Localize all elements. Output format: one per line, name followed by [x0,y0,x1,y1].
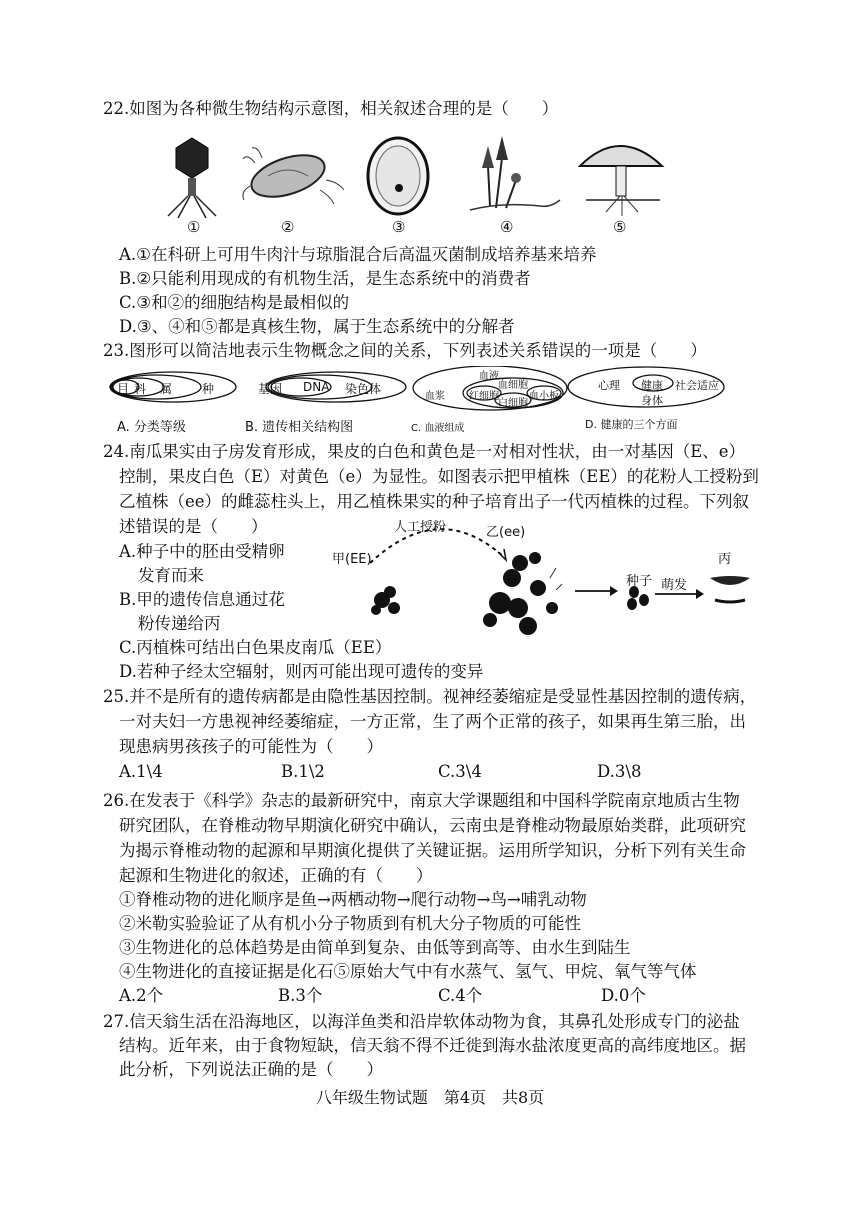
q22-option-b: B.②只能利用现成的有机物生活，是生态系统中的消费者 [119,269,531,288]
q26-stem-line-3: 为揭示脊椎动物的起源和早期演化提供了关键证据。运用所学知识，分析下列有关生命 [119,841,746,860]
q24-label-bing: 丙 [718,552,732,567]
q26-option-a: A.2个 [119,986,164,1005]
q23b-word-3: 染色体 [345,382,382,396]
label-2: ② [281,218,295,236]
q22-option-a: A.①在科研上可用牛肉汁与琼脂混合后高温灭菌制成培养基来培养 [119,245,597,264]
q27-stem-line-2: 结构。近年来，由于食物短缺，信天翁不得不迁徙到海水盐浓度更高的高纬度地区。据 [119,1036,746,1055]
q24-option-c: C.丙植株可结出白色果皮南瓜（EE） [119,638,392,657]
q23d-word-3: 社会适应 [675,379,719,392]
plant-jia-drawing [371,586,400,615]
q24-stem-line-1: 24.南瓜果实由子房发育形成，果皮的白色和黄色是一对相对性状，由一对基因（E、e） [103,442,746,461]
q23-diagrams [108,366,728,414]
q26-item-1: ①脊椎动物的进化顺序是鱼→两栖动物→爬行动物→鸟→哺乳动物 [119,890,587,909]
q23d-word-1: 心理 [598,379,620,392]
q22-stem: 22.如图为各种微生物结构示意图，相关叙述合理的是（ ） [103,99,559,118]
q24-option-b-cont: 粉传递给丙 [138,614,221,633]
q26-option-b: B.3个 [278,986,323,1005]
label-1: ① [187,218,201,236]
q24-label-germinate: 萌发 [661,578,688,593]
q23c-word-4: 红细胞 [469,391,499,402]
q23c-word-2: 血浆 [425,391,445,402]
q24-stem-line-3: 乙植株（ee）的雌蕊柱头上，用乙植株果实的种子培育出子一代丙植株的过程。下列叙 [119,492,750,511]
yeast-drawing [368,138,428,214]
q25-option-a: A.1\4 [119,762,163,781]
bacterium-drawing [243,147,344,205]
q25-option-d: D.3\8 [597,762,642,781]
plant-yi-drawing [483,552,558,635]
q25-option-b: B.1\2 [281,762,325,781]
q24-option-d: D.若种子经太空辐射，则丙可能出现可遗传的变异 [119,662,484,681]
label-3: ③ [392,218,406,236]
q25-option-c: C.3\4 [438,762,482,781]
q22-option-c: C.③和②的细胞结构是最相似的 [119,293,350,312]
label-4: ④ [500,218,514,236]
q23d-word-2: 健康 [641,379,663,392]
q23d-word-4: 身体 [641,394,663,407]
q24-label-seed: 种子 [626,574,653,589]
q23b-word-2: DNA [303,380,330,394]
q25-stem-line-2: 一对夫妇一方患视神经萎缩症，一方正常，生了两个正常的孩子，如果再生第三胎，出 [119,712,746,731]
q24-label-jia: 甲(EE) [332,552,372,567]
q26-item-4: ④生物进化的直接证据是化石⑤原始大气中有水蒸气、氢气、甲烷、氧气等气体 [119,962,697,981]
q24-stem-line-2: 控制，果皮白色（E）对黄色（e）为显性。如图表示把甲植株（EE）的花粉人工授粉到 [119,467,759,486]
q23-stem: 23.图形可以简洁地表示生物概念之间的关系，下列表述关系错误的一项是（ ） [103,341,707,360]
q23-caption-d: D. 健康的三个方面 [585,418,678,431]
q23a-word-2: 科 [134,382,147,396]
q23-caption-b: B. 遗传相关结构图 [245,420,354,435]
q24-label-pollination: 人工授粉 [394,520,447,535]
q26-item-3: ③生物进化的总体趋势是由简单到复杂、由低等到高等、由水生到陆生 [119,938,631,957]
seed-drawing [627,586,649,610]
q23c-word-1: 血液 [479,371,499,382]
q23-caption-a: A. 分类等级 [117,420,186,435]
q24-pumpkin-figure [330,518,790,648]
q22-option-d: D.③、④和⑤都是真核生物，属于生态系统中的分解者 [119,317,515,336]
q24-option-b: B.甲的遗传信息通过花 [119,590,285,609]
q25-stem-line-3: 现患病男孩孩子的可能性为（ ） [119,737,383,756]
q24-option-a-cont: 发育而来 [138,566,204,585]
phage-drawing [168,138,216,218]
q26-option-d: D.0个 [601,986,646,1005]
q24-stem-line-4: 述错误的是（ ） [119,517,268,536]
mold-drawing [470,136,560,210]
q26-stem-line-4: 起源和生物进化的叙述，正确的有（ ） [119,866,433,885]
q23c-word-6: 血小板 [529,391,559,402]
mushroom-drawing [580,146,662,216]
q24-option-a: A.种子中的胚由受精卵 [119,542,285,561]
q23a-word-3: 属 [160,382,173,396]
q23c-word-5: 白细胞 [498,398,528,409]
q23b-word-1: 基因 [258,382,283,396]
seedling-drawing [710,576,750,602]
q23-caption-c: C. 血液组成 [411,423,465,434]
label-5: ⑤ [613,218,627,236]
q27-stem-line-3: 此分析，下列说法正确的是（ ） [119,1060,383,1079]
q27-stem-line-1: 27.信天翁生活在沿海地区，以海洋鱼类和沿岸软体动物为食，其鼻孔处形成专门的泌盐 [103,1012,740,1031]
q26-option-c: C.4个 [438,986,483,1005]
page-footer: 八年级生物试题 第4页 共8页 [315,1088,545,1107]
q23c-word-3: 血细胞 [498,380,528,391]
q24-label-yi: 乙(ee) [486,525,526,540]
q26-stem-line-2: 研究团队，在脊椎动物早期演化研究中确认，云南虫是脊椎动物最原始类群，此项研究 [119,816,746,835]
q26-stem-line-1: 26.在发表于《科学》杂志的最新研究中，南京大学课题组和中国科学院南京地质古生物 [103,791,740,810]
q23a-word-1: 目 [117,382,130,396]
q22-microbe-figure [150,128,690,223]
q26-item-2: ②米勒实验验证了从有机小分子物质到有机大分子物质的可能性 [119,914,581,933]
q25-stem-line-1: 25.并不是所有的遗传病都是由隐性基因控制。视神经萎缩症是受显性基因控制的遗传病， [103,687,757,706]
q23a-word-4: 种 [202,382,215,396]
